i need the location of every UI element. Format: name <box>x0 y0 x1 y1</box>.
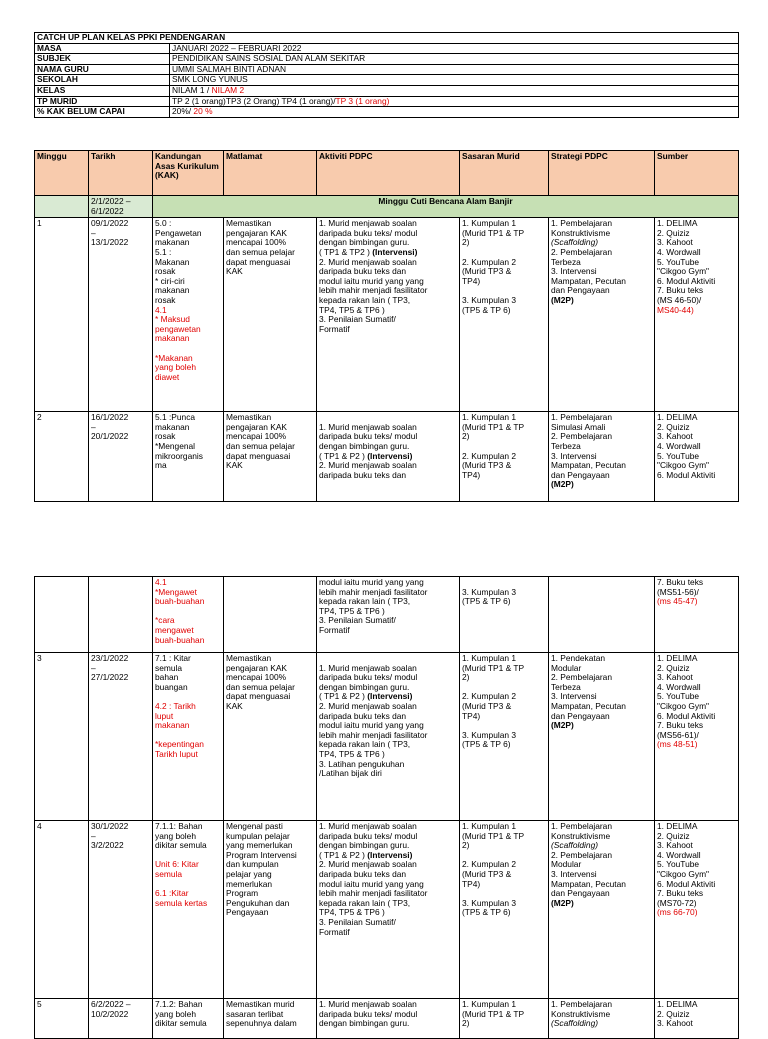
sumber-text: 7. Buku teks (MS51-56)/ <box>657 577 704 597</box>
intervensi-label: (Intervensi) <box>367 450 413 461</box>
aktiviti-cell <box>317 412 460 502</box>
strategi-cell <box>549 412 655 502</box>
info-table <box>34 32 739 118</box>
strategi-cell <box>549 218 655 412</box>
sasaran-cell: 1. Kumpulan 1 (Murid TP1 & TP 2) 2. Kumpulan 2 (Murid TP3 & TP4) 3. Kumpulan 3 (TP5 & TP 6) <box>460 821 549 999</box>
aktiviti-cell <box>317 653 460 821</box>
minggu-cell: 4 <box>35 821 89 999</box>
info-value: JANUARI 2022 – FEBRUARI 2022 <box>170 43 739 54</box>
info-row <box>35 43 739 54</box>
strategi-text: 2. Pembelajaran Modular 3. Intervensi Mampatan, Pecutan dan Pengayaan <box>551 849 626 899</box>
plan-table-continued <box>34 576 739 1039</box>
sumber-red-text: (ms 48-51) <box>657 739 698 750</box>
plan-header-row <box>35 151 739 196</box>
kak-cell <box>153 218 224 412</box>
info-label: TP MURID <box>35 96 170 107</box>
intervensi-label: (Intervensi) <box>372 246 418 257</box>
info-value-red: 20 % <box>193 106 213 117</box>
minggu-cell: 2 <box>35 412 89 502</box>
header-sasaran: Sasaran Murid <box>460 151 549 196</box>
tarikh-cell <box>89 577 153 653</box>
strategi-italic: (Scaffolding) <box>551 237 599 248</box>
strategi-cell <box>549 577 655 653</box>
sumber-red-text: (ms 66-70) <box>657 907 698 918</box>
strategi-text: 1. Pembelajaran Konstruktivisme <box>551 821 612 841</box>
kak-cell <box>153 653 224 821</box>
aktiviti-cell <box>317 821 460 999</box>
info-label: NAMA GURU <box>35 64 170 75</box>
info-row <box>35 75 739 86</box>
m2p-label: (M2P) <box>551 720 574 731</box>
sumber-text: 1. DELIMA 2. Quiziz 3. Kahoot 4. Wordwall 5. YouTube "Cikgoo Gym" 6. Modul Aktiviti 7. Buku teks (MS56-61)/ <box>657 653 716 740</box>
kak-cell <box>153 821 224 999</box>
sasaran-cell: 1. Kumpulan 1 (Murid TP1 & TP 2) <box>460 999 549 1039</box>
aktiviti-text: 1. Murid menjawab soalan daripada buku teks/ modul dengan bimbingan guru. ( TP1 & P2 ) <box>319 821 418 860</box>
sumber-text: 1. DELIMA 2. Quiziz 3. Kahoot 4. Wordwall 5. YouTube "Cikgoo Gym" 6. Modul Aktiviti 7. Buku teks (MS70-72) <box>657 821 716 908</box>
intervensi-label: (Intervensi) <box>367 849 413 860</box>
week-row-3 <box>35 653 739 821</box>
strategi-text: 1. Pembelajaran Konstruktivisme <box>551 218 612 238</box>
document-title: CATCH UP PLAN KELAS PPKI PENDENGARAN <box>35 33 739 44</box>
sasaran-cell: 1. Kumpulan 1 (Murid TP1 & TP 2) 2. Kumpulan 2 (Murid TP3 & TP4) 3. Kumpulan 3 (TP5 & TP 6) <box>460 653 549 821</box>
matlamat-cell: Mengenal pasti kumpulan pelajar yang memerlukan Program Intervensi dan kumpulan pelajar yang memerlukan Program Pengukuhan dan Pengayaan <box>224 821 317 999</box>
kak-red-text: Unit 6: Kitar semula 6.1 :Kitar semula kertas <box>155 859 208 908</box>
holiday-label: Minggu Cuti Bencana Alam Banjir <box>153 196 739 218</box>
info-value-red: NILAM 2 <box>211 85 245 95</box>
header-matlamat: Matlamat <box>224 151 317 196</box>
strategi-text: 2. Pembelajaran Terbeza 3. Intervensi Mampatan, Pecutan dan Pengayaan <box>551 246 626 296</box>
info-value <box>170 85 739 96</box>
sumber-cell <box>655 577 739 653</box>
info-value <box>170 96 739 107</box>
week-row-1 <box>35 218 739 412</box>
sumber-cell <box>655 653 739 821</box>
intervensi-label: (Intervensi) <box>367 691 413 702</box>
kak-red-text: 4.2 : Tarikh luput makanan *kepentingan Tarikh luput <box>155 700 204 759</box>
strategi-text: 1. Pendekatan Modular 2. Pembelajaran Terbeza 3. Intervensi Mampatan, Pecutan dan Pengayaan <box>551 653 626 721</box>
info-value-red: TP 3 (1 orang) <box>335 96 390 106</box>
week-row-2 <box>35 412 739 502</box>
kak-cell: 5.1 :Punca makanan rosak *Mengenal mikroorganis ma <box>153 412 224 502</box>
week-row-5 <box>35 999 739 1039</box>
holiday-row <box>35 196 739 218</box>
info-value: UMMI SALMAH BINTI ADNAN <box>170 64 739 75</box>
info-row <box>35 85 739 96</box>
week-row-2-continued <box>35 577 739 653</box>
header-strategi: Strategi PDPC <box>549 151 655 196</box>
matlamat-cell <box>224 577 317 653</box>
minggu-cell: 3 <box>35 653 89 821</box>
sumber-cell: 1. DELIMA 2. Quiziz 3. Kahoot 4. Wordwall 5. YouTube "Cikgoo Gym" 6. Modul Aktiviti <box>655 412 739 502</box>
minggu-cell: 5 <box>35 999 89 1039</box>
sumber-red-text: (ms 45-47) <box>657 596 698 607</box>
holiday-minggu <box>35 196 89 218</box>
aktiviti-text: 2. Murid menjawab soalan daripada buku teks dan modul iaitu murid yang yang lebih mahir menjadi fasilitator kepada rakan lain ( TP3, TP4, TP5 & TP6 ) 3. Latihan pengukuhan /Latihan bijak diri <box>319 700 428 779</box>
sumber-cell <box>655 821 739 999</box>
kak-text: 5.0 : Pengawetan makanan 5.1 : Makanan rosak * ciri-ciri makanan rosak <box>155 218 202 305</box>
kak-red-text: 4.1 *Mengawet buah-buahan *cara mengawet buah-buahan <box>153 577 224 653</box>
info-value: SMK LONG YUNUS <box>170 75 739 86</box>
info-value-text: 20%/ <box>172 106 194 117</box>
sasaran-cell: 1. Kumpulan 1 (Murid TP1 & TP 2) 2. Kumpulan 2 (Murid TP3 & TP4) <box>460 412 549 502</box>
aktiviti-text: 2. Murid menjawab soalan daripada buku teks dan <box>319 460 417 480</box>
kak-text: 7.1.1: Bahan yang boleh dikitar semula <box>155 821 207 851</box>
holiday-tarikh: 2/1/2022 – 6/1/2022 <box>89 196 153 218</box>
info-value: PENDIDIKAN SAINS SOSIAL DAN ALAM SEKITAR <box>170 54 739 65</box>
strategi-italic: (Scaffolding) <box>551 1018 599 1029</box>
tarikh-cell: 6/2/2022 – 10/2/2022 <box>89 999 153 1039</box>
strategi-text: 1. Pembelajaran Simulasi Amali 2. Pembelajaran Terbeza 3. Intervensi Mampatan, Pecutan dan Pengayaan <box>551 412 626 480</box>
aktiviti-text: 2. Murid menjawab soalan daripada buku teks dan modul iaitu murid yang yang lebih mahir menjadi fasilitator kepada rakan lain ( TP3, TP4, TP5 & TP6 ) 3. Penilaian Sumatif/ Formatif <box>319 859 428 937</box>
header-sumber: Sumber <box>655 151 739 196</box>
m2p-label: (M2P) <box>551 479 574 490</box>
aktiviti-text: 2. Murid menjawab soalan daripada buku teks dan modul iaitu murid yang yang lebih mahir menjadi fasilitator kepada rakan lain ( TP3, TP4, TP5 & TP6 ) 3. Penilaian Sumatif/ Formatif <box>319 256 428 334</box>
info-value <box>170 107 739 118</box>
aktiviti-text: 1. Murid menjawab soalan daripada buku teks/ modul dengan bimbingan guru. ( TP1 & TP2 ) <box>319 218 418 257</box>
strategi-text: 1. Pembelajaran Konstruktivisme <box>551 999 612 1019</box>
aktiviti-text: 1. Murid menjawab soalan daripada buku teks/ modul dengan bimbingan guru. ( TP1 & P2 ) <box>319 662 418 702</box>
info-value-text: NILAM 1 / <box>172 85 212 95</box>
kak-text: 7.1 : Kitar semula bahan buangan <box>155 653 191 692</box>
info-row <box>35 96 739 107</box>
minggu-cell <box>35 577 89 653</box>
matlamat-cell: Memastikan pengajaran KAK mencapai 100% dan semua pelajar dapat menguasai KAK <box>224 412 317 502</box>
matlamat-cell: Memastikan pengajaran KAK mencapai 100% dan semua pelajar dapat menguasai KAK <box>224 218 317 412</box>
info-label: SEKOLAH <box>35 75 170 86</box>
info-label: % KAK BELUM CAPAI <box>35 107 170 118</box>
header-aktiviti: Aktiviti PDPC <box>317 151 460 196</box>
aktiviti-cell: modul iaitu murid yang yang lebih mahir menjadi fasilitator kepada rakan lain ( TP3, TP4, TP5 & TP6 ) 3. Penilaian Sumatif/ Formatif <box>317 577 460 653</box>
sumber-red-text: MS40-44) <box>657 304 694 315</box>
sumber-text: 1. DELIMA 2. Quiziz 3. Kahoot 4. Wordwall 5. YouTube "Cikgoo Gym" 6. Modul Aktiviti 7. Buku teks (MS 46-50)/ <box>657 218 716 305</box>
sumber-cell <box>655 218 739 412</box>
aktiviti-text: 1. Murid menjawab soalan daripada buku teks/ modul dengan bimbingan guru. ( TP1 & P2 ) <box>319 421 418 461</box>
strategi-cell <box>549 653 655 821</box>
matlamat-cell: Memastikan pengajaran KAK mencapai 100% dan semua pelajar dapat menguasai KAK <box>224 653 317 821</box>
tarikh-cell: 30/1/2022 – 3/2/2022 <box>89 821 153 999</box>
header-minggu: Minggu <box>35 151 89 196</box>
info-row <box>35 64 739 75</box>
kak-red-text: 4.1 * Maksud pengawetan makanan *Makanan yang boleh diawet <box>155 304 201 382</box>
info-title-row <box>35 33 739 44</box>
matlamat-cell: Memastikan murid sasaran terlibat sepenuhnya dalam <box>224 999 317 1039</box>
info-label: MASA <box>35 43 170 54</box>
tarikh-cell: 09/1/2022 – 13/1/2022 <box>89 218 153 412</box>
strategi-cell <box>549 999 655 1039</box>
aktiviti-cell <box>317 218 460 412</box>
info-label: SUBJEK <box>35 54 170 65</box>
strategi-italic: (Scaffolding) <box>551 840 599 851</box>
header-kak: Kandungan Asas Kurikulum (KAK) <box>153 151 224 196</box>
kak-cell: 7.1.2: Bahan yang boleh dikitar semula <box>153 999 224 1039</box>
strategi-cell <box>549 821 655 999</box>
info-label: KELAS <box>35 85 170 96</box>
aktiviti-cell: 1. Murid menjawab soalan daripada buku teks/ modul dengan bimbingan guru. <box>317 999 460 1039</box>
week-row-4 <box>35 821 739 999</box>
info-row <box>35 54 739 65</box>
info-value-text: TP 2 (1 orang)TP3 (2 Orang) TP4 (1 orang)/ <box>172 96 336 106</box>
sumber-cell: 1. DELIMA 2. Quiziz 3. Kahoot <box>655 999 739 1039</box>
m2p-label: (M2P) <box>551 294 574 305</box>
plan-table <box>34 150 739 502</box>
info-row <box>35 107 739 118</box>
tarikh-cell: 23/1/2022 – 27/1/2022 <box>89 653 153 821</box>
m2p-label: (M2P) <box>551 897 574 908</box>
tarikh-cell: 16/1/2022 – 20/1/2022 <box>89 412 153 502</box>
sasaran-cell: 1. Kumpulan 1 (Murid TP1 & TP 2) 2. Kumpulan 2 (Murid TP3 & TP4) 3. Kumpulan 3 (TP5 & TP 6) <box>460 218 549 412</box>
header-tarikh: Tarikh <box>89 151 153 196</box>
sasaran-cell: 3. Kumpulan 3 (TP5 & TP 6) <box>460 577 549 653</box>
minggu-cell: 1 <box>35 218 89 412</box>
